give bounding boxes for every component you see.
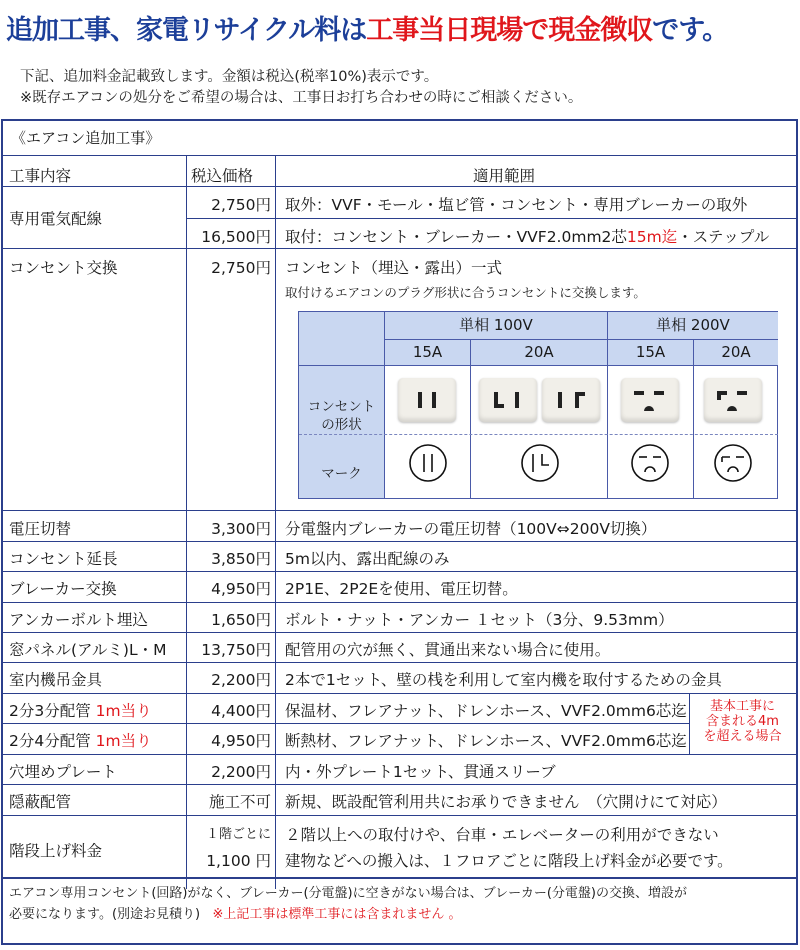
section-title: 《エアコン追加工事》 — [3, 121, 796, 156]
hidden-price: 施工不可 — [208, 793, 271, 811]
pipe-note-divider — [689, 693, 690, 754]
outlet-15a-200v-image — [621, 378, 679, 422]
outlet-20a-100v-image-a — [479, 378, 537, 422]
hdr-corner — [299, 312, 384, 365]
otbl-line — [385, 339, 778, 340]
row-mark-label: マーク — [321, 466, 362, 482]
col-divider-item — [186, 156, 187, 889]
headline-part2: 工事当日現場で現金徴収 — [366, 15, 653, 46]
headline — [6, 8, 798, 47]
row-divider — [3, 784, 796, 785]
window-scope: 配管用の穴が無く、貫通出来ない場合に使用。 — [285, 641, 611, 659]
plate-scope: 内・外プレート1セット、貫通スリーブ — [285, 763, 556, 781]
stairs-price-line1: １階ごとに — [205, 827, 271, 842]
wiring-scope1: 取外：VVF・モール・塩ビ管・コンセント・専用ブレーカーの取外 — [285, 196, 748, 214]
pipe-note-line3: を超える場合 — [703, 729, 782, 744]
hanger-price: 2,200円 — [211, 671, 271, 689]
anchor-price: 1,650円 — [211, 611, 271, 629]
pipe33-item-unit: 1m当り — [95, 702, 152, 720]
anchor-item: アンカーボルト埋込 — [9, 611, 148, 629]
row-divider — [3, 877, 796, 879]
plate-price: 2,200円 — [211, 763, 271, 781]
intro-line2: ※既存エアコンの処分をご希望の場合は、工事日お打ち合わせの時にご相談ください。 — [20, 90, 583, 106]
stairs-scope1: ２階以上への取付けや、台車・エレベーターの利用ができない — [285, 826, 719, 844]
footer-line1: エアコン専用コンセント(回路)がなく、ブレーカー(分電盤)に空きがない場合は、ブレーカー(分電盤)の交換、増設が — [9, 886, 687, 901]
pipe34-item-label: 2分4分配管 — [9, 732, 91, 750]
wiring-price1: 2,750円 — [211, 196, 271, 214]
row-divider — [3, 662, 796, 663]
otbl-line — [470, 339, 471, 498]
breaker-scope: 2P1E、2P2Eを使用、電圧切替。 — [285, 580, 518, 598]
header-price: 税込価格 — [191, 167, 254, 185]
extension-price: 3,850円 — [211, 550, 271, 568]
intro-notes — [20, 67, 582, 109]
headline-part3: です。 — [652, 15, 729, 46]
mark-20a-100v-icon — [520, 443, 560, 483]
row-divider — [3, 571, 796, 572]
row-divider — [3, 723, 689, 724]
outlet-15a-100v-image — [398, 378, 456, 422]
row-divider — [3, 602, 796, 603]
pipe33-item-label: 2分3分配管 — [9, 702, 91, 720]
hdr-single-200v: 単相 200V — [608, 312, 778, 339]
row-shape-line1: コンセント — [307, 399, 376, 415]
pipe33-scope: 保温材、フレアナット、ドレンホース、VVF2.0mm6芯迄 — [285, 702, 687, 720]
wiring-scope2 — [285, 225, 769, 247]
footer-line2: 必要になります。(別途お見積り) — [9, 907, 201, 922]
hdr-20a-200v: 20A — [694, 340, 778, 365]
intro-line1: 下記、追加料金記載致します。金額は税込(税率10%)表示です。 — [20, 69, 439, 85]
mark-20a-200v-icon — [713, 443, 753, 483]
headline-part1: 追加工事、家電リサイクル料は — [6, 15, 367, 46]
wiring-item: 専用電気配線 — [9, 210, 103, 228]
hidden-scope: 新規、既設配管利用共にお承りできません （穴開けにて対応） — [285, 793, 727, 811]
anchor-scope: ボルト・ナット・アンカー １セット（3分、9.53mm） — [285, 611, 674, 629]
pipe-note-line2: 含まれる4m — [706, 714, 779, 729]
mark-15a-100v-icon — [408, 443, 448, 483]
window-price: 13,750円 — [201, 641, 271, 659]
hdr-15a-100v: 15A — [385, 340, 470, 365]
outlet-item: コンセント交換 — [9, 259, 118, 277]
voltage-item: 電圧切替 — [9, 520, 72, 538]
row-divider — [3, 754, 796, 755]
stairs-price-line2: 1,100 円 — [206, 852, 271, 870]
pipe33-item — [9, 699, 152, 721]
col-divider-price — [275, 156, 276, 889]
hdr-20a-100v: 20A — [471, 340, 607, 365]
hanger-item: 室内機吊金具 — [9, 671, 103, 689]
breaker-item: ブレーカー交換 — [9, 580, 117, 598]
row-divider — [3, 186, 796, 187]
otbl-dash — [299, 434, 778, 435]
row-shape-line2: の形状 — [321, 417, 362, 433]
pipe33-price: 4,400円 — [211, 702, 271, 720]
row-divider — [3, 510, 796, 511]
pipe-note-line1: 基本工事に — [709, 699, 775, 714]
outlet-20a-200v-image — [704, 378, 762, 422]
hdr-15a-200v: 15A — [608, 340, 693, 365]
row-divider — [3, 632, 796, 633]
breaker-price: 4,950円 — [211, 580, 271, 598]
extension-item: コンセント延長 — [9, 550, 118, 568]
row-divider — [3, 815, 796, 816]
hdr-single-100v: 単相 100V — [385, 312, 607, 339]
mark-15a-200v-icon — [630, 443, 670, 483]
outlet-shape-table — [298, 311, 778, 499]
price-table — [1, 119, 798, 945]
plate-item: 穴埋めプレート — [9, 763, 117, 781]
hanger-scope: 2本で1セット、壁の桟を利用して室内機を取付するための金具 — [285, 671, 722, 689]
pipe34-item-unit: 1m当り — [95, 732, 152, 750]
stairs-scope2: 建物などへの搬入は、１フロアごとに階段上げ料金が必要です。 — [285, 852, 733, 870]
row-divider — [3, 541, 796, 542]
otbl-line — [693, 339, 694, 498]
voltage-price: 3,300円 — [211, 520, 271, 538]
window-item: 窓パネル(アルミ)L・M — [9, 641, 167, 659]
pipe34-price: 4,950円 — [211, 732, 271, 750]
footer-line2-wrap — [9, 904, 687, 925]
extension-scope: 5m以内、露出配線のみ — [285, 550, 450, 568]
outlet-price: 2,750円 — [211, 259, 271, 277]
footer-line2-red: ※上記工事は標準工事には含まれません 。 — [212, 907, 462, 922]
pipe-note — [691, 699, 794, 744]
wiring-scope2c: ・ステップル — [677, 228, 770, 246]
hidden-item: 隠蔽配管 — [9, 793, 72, 811]
wiring-subdivider — [186, 218, 796, 219]
header-item: 工事内容 — [9, 167, 72, 185]
wiring-scope2b: 15m迄 — [626, 228, 678, 246]
header-scope: 適用範囲 — [473, 167, 536, 185]
outlet-scope: コンセント（埋込・露出）一式 — [285, 259, 503, 277]
pipe34-scope: 断熱材、フレアナット、ドレンホース、VVF2.0mm6芯迄 — [285, 732, 687, 750]
row-divider — [3, 248, 796, 249]
stairs-item: 階段上げ料金 — [9, 842, 103, 860]
outlet-note: 取付けるエアコンのプラグ形状に合うコンセントに交換します。 — [285, 285, 646, 300]
voltage-scope: 分電盤内ブレーカーの電圧切替（100V⇔200V切換） — [285, 520, 657, 538]
row-shape-label — [299, 398, 384, 434]
row-divider — [3, 693, 796, 694]
outlet-20a-100v-image-b — [542, 378, 600, 422]
wiring-scope2a: 取付：コンセント・ブレーカー・VVF2.0mm2芯 — [285, 228, 627, 246]
otbl-line — [299, 365, 778, 366]
wiring-price2: 16,500円 — [201, 228, 271, 246]
footer-note — [9, 883, 687, 925]
pipe34-item — [9, 729, 152, 751]
